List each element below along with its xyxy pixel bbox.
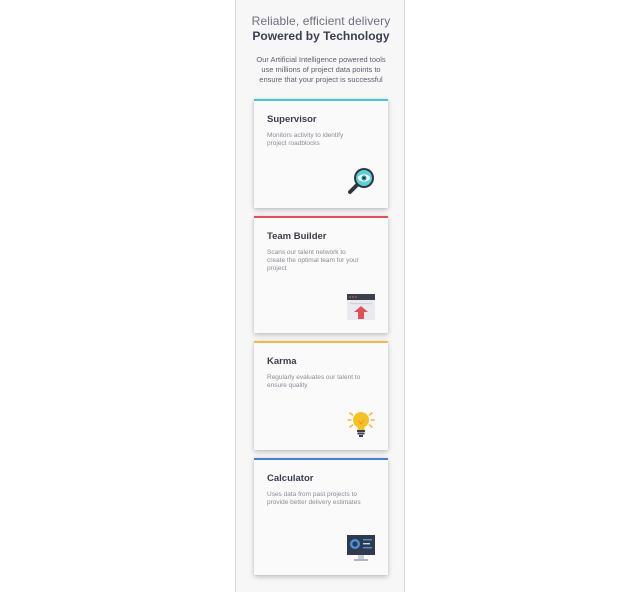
feature-card-team-builder	[254, 216, 388, 333]
monitor-chart-icon	[346, 533, 376, 563]
card-description: Scans our talent network to create the optimal team for your project	[267, 249, 359, 272]
hero-description: Our Artificial Intelligence powered tools use millions of project data points to ensure that your project is successful	[256, 55, 386, 84]
card-description: Monitors activity to identify project roadblocks	[267, 132, 344, 147]
card-title: Calculator	[267, 473, 314, 484]
card-title: Karma	[267, 356, 297, 367]
feature-card-calculator	[254, 458, 388, 575]
card-title: Team Builder	[267, 231, 327, 242]
feature-card-karma	[254, 341, 388, 450]
hero-kicker: Reliable, efficient delivery	[251, 14, 391, 28]
card-title: Supervisor	[267, 114, 317, 125]
hero-section	[236, 14, 406, 85]
feature-card-supervisor	[254, 99, 388, 208]
card-description: Regularly evaluates our talent to ensure quality	[267, 374, 361, 389]
lightbulb-icon	[346, 408, 376, 438]
content-column	[235, 0, 405, 592]
magnifier-eye-icon	[346, 166, 376, 196]
card-description: Uses data from past projects to provide better delivery estimates	[267, 491, 361, 506]
browser-upload-icon	[346, 291, 376, 321]
hero-title: Powered by Technology	[252, 29, 390, 43]
